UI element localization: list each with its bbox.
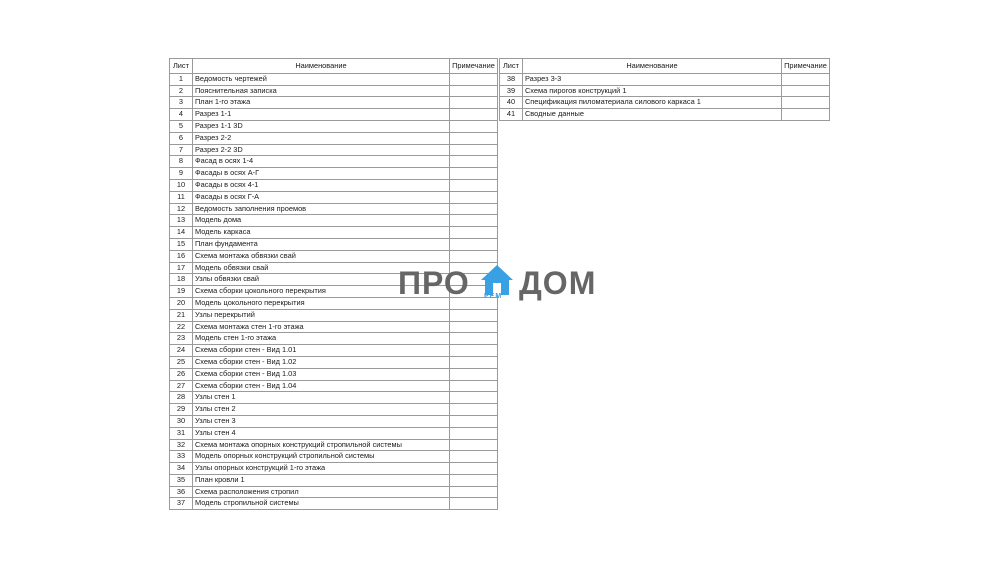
sheet-number: 38: [500, 73, 523, 85]
sheet-note: [781, 85, 829, 97]
sheet-note: [449, 120, 497, 132]
sheet-note: [449, 73, 497, 85]
table-row: [170, 309, 498, 321]
sheet-name: Схема монтажа опорных конструкций стропильной системы: [192, 439, 449, 451]
sheet-number: 5: [170, 120, 193, 132]
sheet-name: Разрез 2-2: [192, 132, 449, 144]
table-row: [170, 463, 498, 475]
sheet-name: Узлы обвязки свай: [192, 274, 449, 286]
sheet-number: 19: [170, 286, 193, 298]
table-header-row: [500, 59, 830, 74]
table-row: [500, 97, 830, 109]
sheet-name: План 1-го этажа: [192, 97, 449, 109]
sheet-note: [449, 309, 497, 321]
table-row: [170, 380, 498, 392]
table-row: [170, 427, 498, 439]
sheet-number: 6: [170, 132, 193, 144]
sheet-number: 31: [170, 427, 193, 439]
table-row: [170, 215, 498, 227]
sheet-name: Схема сборки стен - Вид 1.03: [192, 368, 449, 380]
sheet-number: 12: [170, 203, 193, 215]
sheet-name: Фасады в осях 4-1: [192, 179, 449, 191]
sheet-name: Ведомость чертежей: [192, 73, 449, 85]
sheet-note: [449, 109, 497, 121]
sheet-name: Ведомость заполнения проемов: [192, 203, 449, 215]
sheet-number: 20: [170, 297, 193, 309]
table-row: [170, 439, 498, 451]
sheet-name: Разрез 1-1: [192, 109, 449, 121]
sheet-note: [449, 463, 497, 475]
sheet-note: [449, 427, 497, 439]
sheet-number: 39: [500, 85, 523, 97]
logo-text-left: ПРО: [398, 265, 470, 301]
table-row: [170, 474, 498, 486]
sheet-note: [449, 215, 497, 227]
sheet-name: Узлы стен 2: [192, 404, 449, 416]
sheet-number: 21: [170, 309, 193, 321]
sheet-number: 7: [170, 144, 193, 156]
sheet-number: 14: [170, 227, 193, 239]
table-row: [170, 404, 498, 416]
table-row: [170, 73, 498, 85]
sheet-number: 26: [170, 368, 193, 380]
sheet-number: 33: [170, 451, 193, 463]
sheet-name: Разрез 2-2 3D: [192, 144, 449, 156]
sheet-name: Схема монтажа стен 1-го этажа: [192, 321, 449, 333]
sheet-name: Схема сборки стен - Вид 1.04: [192, 380, 449, 392]
sheet-name: Разрез 3-3: [522, 73, 781, 85]
sheet-name: Узлы стен 3: [192, 415, 449, 427]
header-note: Примечание: [781, 59, 829, 74]
table-row: [170, 132, 498, 144]
table-row: [170, 498, 498, 510]
sheet-number: 13: [170, 215, 193, 227]
table-row: [170, 227, 498, 239]
sheet-note: [449, 345, 497, 357]
table-row: [170, 345, 498, 357]
sheet-note: [449, 368, 497, 380]
table-row: [170, 415, 498, 427]
sheet-name: Схема сборки стен - Вид 1.02: [192, 356, 449, 368]
sheet-number: 36: [170, 486, 193, 498]
sheet-name: Модель стен 1-го этажа: [192, 333, 449, 345]
sheet-number: 22: [170, 321, 193, 333]
sheet-number: 8: [170, 156, 193, 168]
sheet-number: 16: [170, 250, 193, 262]
table-header-row: [170, 59, 498, 74]
sheet-name: Модель цокольного перекрытия: [192, 297, 449, 309]
logo-subtext: РЕМ: [484, 293, 503, 300]
sheet-name: План кровли 1: [192, 474, 449, 486]
table-row: [170, 250, 498, 262]
sheet-note: [449, 356, 497, 368]
sheet-note: [781, 97, 829, 109]
sheet-note: [449, 321, 497, 333]
sheet-name: Пояснительная записка: [192, 85, 449, 97]
sheet-number: 2: [170, 85, 193, 97]
sheet-note: [449, 498, 497, 510]
sheet-number: 17: [170, 262, 193, 274]
sheet-number: 11: [170, 191, 193, 203]
sheet-number: 30: [170, 415, 193, 427]
sheet-note: [449, 486, 497, 498]
table-row: [170, 120, 498, 132]
table-row: [170, 238, 498, 250]
table-row: [170, 451, 498, 463]
sheet-note: [449, 132, 497, 144]
sheet-note: [449, 392, 497, 404]
table-row: [170, 321, 498, 333]
sheet-name: Спецификация пиломатериала силового каркаса 1: [522, 97, 781, 109]
header-name: Наименование: [522, 59, 781, 74]
table-row: [170, 333, 498, 345]
table-row: [170, 203, 498, 215]
sheet-note: [449, 203, 497, 215]
sheet-note: [449, 97, 497, 109]
sheet-name: Модель стропильной системы: [192, 498, 449, 510]
sheet-note: [781, 73, 829, 85]
sheet-note: [449, 179, 497, 191]
table-row: [500, 109, 830, 121]
table-row: [500, 85, 830, 97]
table-row: [170, 392, 498, 404]
table-row: [170, 486, 498, 498]
sheet-note: [449, 380, 497, 392]
sheet-note: [449, 451, 497, 463]
sheet-number: 15: [170, 238, 193, 250]
sheet-note: [449, 415, 497, 427]
sheet-number: 25: [170, 356, 193, 368]
table-row: [170, 85, 498, 97]
sheet-number: 4: [170, 109, 193, 121]
sheet-note: [449, 439, 497, 451]
sheet-name: Схема расположения стропил: [192, 486, 449, 498]
sheet-note: [449, 227, 497, 239]
sheet-name: Сводные данные: [522, 109, 781, 121]
table-row: [170, 144, 498, 156]
sheet-name: Модель каркаса: [192, 227, 449, 239]
sheet-name: Схема монтажа обвязки свай: [192, 250, 449, 262]
header-sheet: Лист: [500, 59, 523, 74]
header-sheet: Лист: [170, 59, 193, 74]
table-row: [170, 97, 498, 109]
sheet-number: 1: [170, 73, 193, 85]
sheet-note: [449, 168, 497, 180]
sheet-number: 40: [500, 97, 523, 109]
sheet-name: Схема пирогов конструкций 1: [522, 85, 781, 97]
table-row: [170, 109, 498, 121]
drawings-list-table-right: [499, 58, 830, 121]
sheet-note: [449, 404, 497, 416]
sheet-name: Разрез 1-1 3D: [192, 120, 449, 132]
sheet-number: 27: [170, 380, 193, 392]
sheet-name: План фундамента: [192, 238, 449, 250]
table-row: [170, 191, 498, 203]
house-icon: [480, 263, 514, 297]
sheet-name: Схема сборки стен - Вид 1.01: [192, 345, 449, 357]
table-row: [170, 179, 498, 191]
sheet-name: Узлы стен 1: [192, 392, 449, 404]
sheet-name: Модель обвязки свай: [192, 262, 449, 274]
sheet-name: Фасады в осях Г-А: [192, 191, 449, 203]
sheet-note: [449, 156, 497, 168]
sheet-note: [449, 191, 497, 203]
sheet-name: Узлы опорных конструкций 1-го этажа: [192, 463, 449, 475]
sheet-number: 3: [170, 97, 193, 109]
header-name: Наименование: [192, 59, 449, 74]
table-row: [500, 73, 830, 85]
header-note: Примечание: [449, 59, 497, 74]
sheet-note: [449, 238, 497, 250]
sheet-number: 32: [170, 439, 193, 451]
sheet-name: Узлы перекрытий: [192, 309, 449, 321]
table-row: [170, 356, 498, 368]
sheet-number: 37: [170, 498, 193, 510]
sheet-name: Модель дома: [192, 215, 449, 227]
sheet-note: [449, 250, 497, 262]
table-row: [170, 368, 498, 380]
sheet-number: 10: [170, 179, 193, 191]
sheet-note: [781, 109, 829, 121]
sheet-number: 23: [170, 333, 193, 345]
sheet-number: 18: [170, 274, 193, 286]
sheet-note: [449, 333, 497, 345]
table-row: [170, 156, 498, 168]
table-row: [170, 168, 498, 180]
sheet-note: [449, 144, 497, 156]
sheet-name: Узлы стен 4: [192, 427, 449, 439]
sheet-number: 34: [170, 463, 193, 475]
sheet-number: 29: [170, 404, 193, 416]
logo-text-right: ДОМ: [519, 265, 597, 301]
sheet-number: 28: [170, 392, 193, 404]
sheet-name: Схема сборки цокольного перекрытия: [192, 286, 449, 298]
sheet-number: 41: [500, 109, 523, 121]
sheet-name: Модель опорных конструкций стропильной системы: [192, 451, 449, 463]
sheet-note: [449, 474, 497, 486]
sheet-note: [449, 85, 497, 97]
sheet-number: 9: [170, 168, 193, 180]
sheet-number: 24: [170, 345, 193, 357]
sheet-number: 35: [170, 474, 193, 486]
sheet-name: Фасад в осях 1-4: [192, 156, 449, 168]
sheet-name: Фасады в осях А-Г: [192, 168, 449, 180]
watermark-logo: [398, 263, 602, 307]
